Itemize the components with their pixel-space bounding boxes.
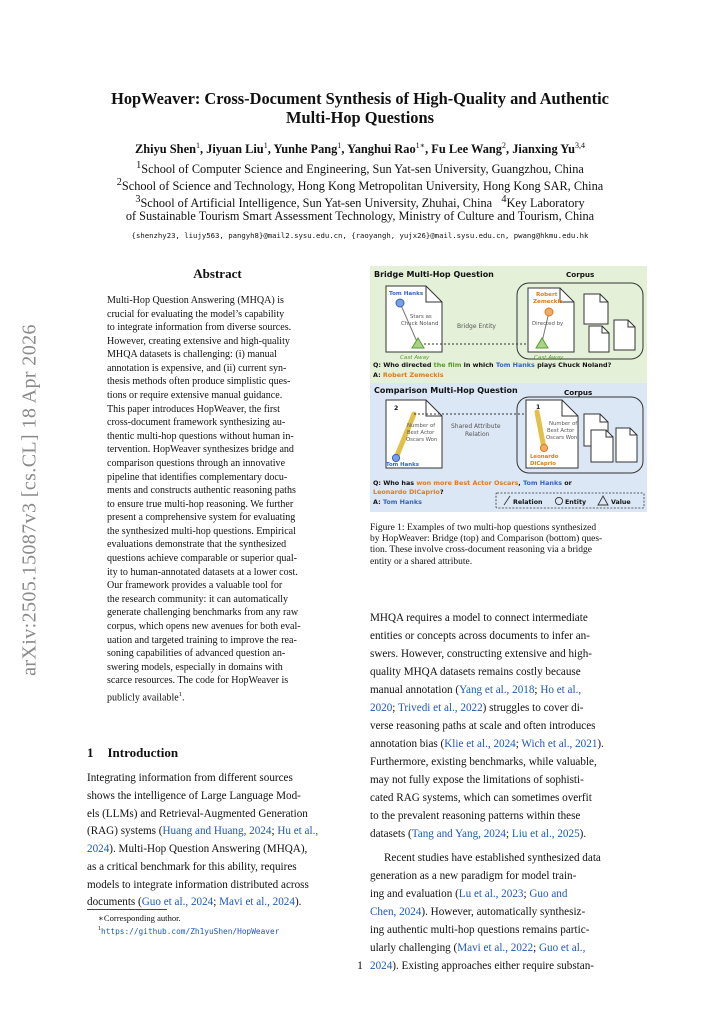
text-span: ). [597, 738, 604, 750]
comparison-question-line-2 [373, 488, 444, 496]
bridge-question [373, 361, 612, 369]
citation-link[interactable]: Klie et al., 2024 [444, 738, 516, 750]
abstract-line: the synthesized multi-hop questions. Empirical [107, 525, 296, 537]
text-span: shows the intelligence of Large Language Mod- [87, 789, 301, 802]
title-line-2: Multi-Hop Questions [286, 108, 434, 127]
entity-circle-tom-hanks [396, 299, 404, 307]
question-text: ? [439, 488, 444, 496]
paragraph-line [370, 868, 576, 886]
text-span: ularly challenging ( [370, 942, 458, 954]
abstract-line: This paper introduces HopWeaver, the first [107, 403, 280, 415]
comparison-doc1-attribute: Number of Best Actor Oscars Won [406, 423, 438, 443]
text-span: may not fully expose the limitations of sophisti- [370, 774, 584, 786]
author-affiliation-mark: 3,4 [574, 141, 585, 150]
paragraph-line [370, 664, 581, 682]
citation-link[interactable]: 2020 [370, 702, 393, 714]
text-span: ; [392, 702, 398, 714]
abstract-line: scarce resources. The code for HopWeaver is [107, 675, 289, 687]
abstract-line: However, creating extensive and high-quality [107, 335, 290, 347]
abstract-heading: Abstract [193, 266, 242, 281]
citation-link[interactable]: Lu et al., 2023 [458, 888, 524, 900]
text-span: (RAG) systems ( [87, 825, 163, 838]
affiliation-text: Key Laboratory [506, 196, 585, 211]
paragraph-line [370, 610, 588, 628]
paragraph-line [370, 940, 585, 958]
text-span: ; [515, 738, 522, 750]
abstract-line: MHQA datasets is challenging: (i) manual [107, 349, 277, 361]
author-name: Jianxing Yu [512, 142, 575, 157]
title-line-1: HopWeaver: Cross-Document Synthesis of High-Quality and Authentic [111, 89, 609, 108]
abstract-line: present a comprehensive system for evaluating [107, 512, 296, 524]
shared-attribute-label: Shared Attribute Relation [451, 423, 501, 438]
question-text: plays Chuck Noland? [534, 361, 612, 369]
comparison-doc2-entity: Leonardo DiCaprio [530, 454, 559, 467]
abstract-line: Our framework provides a valuable tool for [107, 580, 283, 592]
question-text: , [518, 479, 523, 487]
abstract-line: publicly available$^1$. [107, 690, 185, 704]
affiliation-text: School of Computer Science and Engineering, Sun Yat-sen University, Guangzhou, China [141, 162, 584, 177]
abstract-line: pipeline that identifies complementary docu- [107, 471, 288, 483]
abstract-line: corpus, which opens new avenues for both eval- [107, 620, 301, 632]
citation-link[interactable]: Hu et al., [277, 825, 319, 838]
introduction-line [87, 877, 309, 895]
legend-relation: Relation [513, 499, 543, 506]
abstract-line: annotation is expensive, and (ii) current syn- [107, 362, 287, 374]
text-span: ). [294, 896, 302, 909]
text-span: ). Multi-Hop Question Answering (MHQA), [109, 843, 308, 855]
text-span: quality MHQA datasets remains costly because [370, 666, 581, 678]
bridge-doc2-value: Cast Away [534, 355, 564, 361]
section-number: 1 [87, 745, 94, 760]
text-span: generation as a new paradigm for model train- [370, 870, 577, 882]
author-name: Yunhe Pang [273, 142, 338, 157]
highlighted-term: Tom Hanks [495, 361, 535, 369]
footnote-rule [87, 909, 167, 910]
text-span: annotation bias ( [370, 738, 445, 750]
highlighted-term: the film [433, 361, 462, 369]
arxiv-identifier-text: arXiv:2505.15087v3 [cs.CL] 18 Apr 2026 [18, 324, 41, 676]
introduction-line [87, 859, 297, 877]
legend-entity: Entity [565, 499, 587, 506]
introduction-line [87, 770, 293, 788]
text-span: ; [533, 942, 539, 954]
paragraph-line [370, 886, 567, 904]
highlighted-term: won more Best Actor Oscars [416, 479, 519, 487]
abstract-line: swering models, especially in domains with [107, 661, 283, 673]
question-text: Q: Who directed [373, 361, 434, 369]
abstract-line: ments and constructs authentic reasoning paths [107, 485, 296, 497]
bridge-entity-label: Bridge Entity [457, 323, 496, 330]
citation-link[interactable]: Guo and [529, 888, 568, 900]
citation-link[interactable]: Mavi et al., 2022 [457, 942, 534, 954]
paragraph-line [370, 772, 584, 790]
introduction-line [87, 788, 301, 806]
text-span: ; [271, 825, 278, 838]
citation-link[interactable]: Tang and Yang, 2024 [411, 828, 506, 840]
text-span: datasets ( [370, 828, 412, 840]
author-name: Jiyuan Liu [206, 142, 264, 157]
highlighted-term: Tom Hanks [522, 479, 563, 487]
bridge-doc1-value: Cast Away [400, 355, 430, 361]
comparison-question-line-1 [373, 479, 573, 487]
text-span: ) struggles to cover di- [482, 702, 584, 714]
text-span: as a critical benchmark for this ability, requires [87, 860, 297, 873]
entity-circle-tom-hanks-2 [392, 454, 399, 461]
abstract-line: Multi-Hop Question Answering (MHQA) is [107, 295, 284, 306]
text-span: models to integrate information distributed across [87, 878, 309, 891]
figure-1-diagram [370, 266, 647, 512]
abstract-line: to integrate information from diverse sources. [107, 322, 292, 334]
affiliation-text: School of Artificial Intelligence, Sun Yat-sen University, Zhuhai, China [140, 196, 493, 211]
text-span: to the prevalent reasoning patterns within these [370, 810, 581, 822]
affiliation-4 [40, 209, 680, 224]
comparison-doc2-attribute: Number of Best Actor Oscars Won [546, 421, 578, 441]
bridge-corpus-label: Corpus [566, 270, 595, 279]
author-name: Zhiyu Shen [135, 142, 196, 157]
paragraph-line [370, 628, 590, 646]
text-span: verse reasoning paths at scale and often introduces [370, 720, 596, 732]
footnote-url [98, 926, 279, 936]
abstract-line: the research community: it can automatically [107, 593, 289, 605]
bridge-doc2-relation: Directed by [532, 321, 564, 327]
text-span: ). [579, 828, 587, 840]
abstract-line: generate challenging benchmarks from any raw [107, 607, 299, 619]
corpus-doc-icon [584, 294, 608, 324]
text-span: ; [523, 888, 530, 900]
question-text: Q: Who has [373, 479, 417, 487]
citation-link[interactable]: Liu et al., 2025 [511, 828, 580, 840]
paragraph-line [370, 754, 597, 772]
text-span: ing authentic multi-hop questions remains partic- [370, 924, 590, 936]
section-title: Introduction [107, 745, 179, 760]
paragraph-line [370, 736, 604, 754]
text-span: documents ( [87, 896, 142, 909]
abstract-line: evaluations demonstrate that the synthesized [107, 539, 287, 551]
paragraph-line [370, 904, 585, 922]
comparison-doc1-entity: Tom Hanks [386, 462, 419, 468]
text-span: ). Existing approaches either require substan- [392, 960, 594, 972]
corpus-doc-icon [616, 428, 637, 462]
abstract-line: questions achieve comparable or superior qual- [107, 553, 297, 565]
caption-line: Figure 1: Examples of two multi-hop questions synthesized [370, 523, 597, 533]
text-span: ). However, automatically synthesiz- [421, 906, 586, 918]
introduction-line [87, 841, 307, 859]
citation-link[interactable]: Guo et al., 2024 [141, 896, 214, 909]
comparison-corpus-label: Corpus [564, 388, 593, 397]
paragraph-line [370, 922, 589, 940]
affiliation-mark: 4 [501, 194, 507, 205]
author-affiliation-mark: 1∗ [415, 141, 426, 150]
paper-title [60, 89, 660, 127]
comparison-doc2-number: 1 [536, 404, 541, 411]
affiliation-mark: 2 [116, 177, 122, 188]
footnote-mark: 1 [98, 926, 101, 933]
affiliation-text: of Sustainable Tourism Smart Assessment Technology, Ministry of Culture and Tourism, China [125, 209, 595, 223]
corpus-doc-icon [591, 430, 613, 462]
citation-link[interactable]: 2024 [87, 843, 110, 855]
paragraph-line [370, 682, 581, 700]
caption-line: by HopWeaver: Bridge (top) and Comparison (bottom) ques- [370, 534, 603, 545]
question-text: or [562, 479, 572, 487]
paragraph-line [370, 808, 580, 826]
code-link[interactable]: https://github.com/Zh1yuShen/HopWeaver [101, 927, 280, 936]
paragraph-line [370, 700, 584, 718]
abstract-line: cross-document framework synthesizing au- [107, 417, 286, 429]
citation-link[interactable]: Ho et al., [540, 684, 582, 696]
author-affiliation-mark: 1 [263, 141, 268, 150]
comparison-title: Comparison Multi-Hop Question [374, 386, 518, 395]
paragraph-line [370, 958, 594, 976]
text-span: els (LLMs) and Retrieval-Augmented Generation [87, 807, 308, 820]
citation-link[interactable]: Yang et al., 2018 [459, 684, 535, 696]
affiliation-text: School of Science and Technology, Hong Kong Metropolitan University, Hong Kong SAR, China [121, 179, 604, 194]
footnote-mark: 1 [178, 690, 182, 698]
abstract-line: uation and targeted training to improve the rea- [107, 634, 297, 646]
author-affiliation-mark: 2 [501, 141, 506, 150]
abstract-line: tervention. HopWeaver synthesizes bridge and [107, 444, 294, 456]
text-span: ing and evaluation ( [370, 888, 459, 900]
text-span: MHQA requires a model to connect intermediate [370, 612, 588, 624]
affiliation-mark: 1 [136, 160, 142, 171]
abstract-line: thentic multi-hop questions without human in- [107, 430, 294, 442]
corpus-doc-icon [589, 326, 609, 352]
introduction-line [87, 823, 318, 841]
author-list: Zhiyu Shen$^1$, Jiyuan Liu$^1$, Yunhe Pang$^1$, Yanghui Rao$^{1∗}$, Fu Lee Wang$^2$, Jianxing Yu$^{3,4}$ [135, 141, 585, 157]
text-span: swers. However, constructing extensive and high- [370, 648, 592, 660]
text-span: Recent studies have established synthesized data [384, 852, 601, 864]
text-span: Integrating information from different sources [87, 772, 293, 784]
arxiv-identifier [8, 290, 52, 710]
citation-link[interactable]: Huang and Huang, 2024 [162, 825, 272, 838]
citation-link[interactable]: Mavi et al., 2024 [219, 896, 295, 909]
comparison-answer: A: Tom Hanks [373, 498, 422, 506]
abstract-line: thesis methods often produce simplistic ques- [107, 376, 291, 388]
bridge-answer: A: Robert Zemeckis [373, 371, 444, 379]
text-span: Furthermore, existing benchmarks, while valuable, [370, 756, 597, 768]
text-span: entities or concepts across documents to infer an- [370, 630, 590, 642]
legend-value: Value [611, 499, 631, 506]
bridge-doc1-entity: Tom Hanks [389, 291, 424, 297]
author-name: Fu Lee Wang [431, 142, 502, 157]
paragraph-line [370, 646, 592, 664]
text-span: manual annotation ( [370, 684, 460, 696]
bridge-doc1-relation: Stars as Chuck Noland [401, 314, 439, 327]
section-heading-introduction [87, 745, 178, 761]
abstract-line: crucial for evaluating the model’s capability [107, 308, 285, 320]
paragraph-line [370, 718, 596, 736]
comparison-doc1-number: 2 [394, 405, 399, 412]
introduction-line [87, 806, 308, 824]
highlighted-term: Leonardo DiCaprio [373, 488, 440, 496]
abstract-line: ity to human-annotated datasets at a lower cost. [107, 566, 298, 578]
author-affiliation-mark: 1 [337, 141, 342, 150]
citation-link[interactable]: Chen, 2024 [370, 906, 422, 918]
affiliation-mark: 3 [135, 194, 141, 205]
entity-circle-robert-zemeckis [545, 308, 553, 316]
citation-link[interactable]: Wich et al., 2021 [521, 738, 598, 750]
bridge-doc2-entity: Robert Zemeckis [533, 292, 563, 305]
author-emails: {shenzhy23, liujy563, pangyh8}@mail2.sysu.edu.cn, {raoyangh, yujx26}@mail.sysu.edu.cn, pwang@hkmu.edu.hk [131, 231, 589, 240]
paragraph-line [370, 790, 592, 808]
text-span: ; [534, 684, 541, 696]
author-name: Yanghui Rao [347, 142, 416, 157]
footnote-corresponding: ∗Corresponding author. [98, 913, 181, 923]
abstract-line: comparison questions through an innovative [107, 457, 286, 469]
citation-link[interactable]: 2024 [370, 960, 393, 972]
abstract-line: to ensure true multi-hop reasoning. We further [107, 498, 294, 510]
entity-circle-leonardo-dicaprio [540, 444, 547, 451]
caption-line: tion. These involve cross-document reasoning via a bridge [370, 545, 592, 556]
paragraph-line [384, 850, 601, 868]
paragraph-line [370, 826, 586, 844]
figure-1 [370, 266, 647, 512]
caption-line: entity or a shared attribute. [370, 556, 473, 567]
corpus-doc-icon [614, 320, 635, 350]
abstract-line: soning capabilities of advanced question an- [107, 648, 286, 660]
page-number: 1 [357, 958, 363, 972]
abstract-line: tions or require extensive manual guidance. [107, 390, 283, 402]
bridge-title: Bridge Multi-Hop Question [374, 270, 494, 279]
text-span: ; [213, 896, 220, 909]
question-text: in which [461, 361, 496, 369]
author-affiliation-mark: 1 [195, 141, 200, 150]
text-span: ; [506, 828, 512, 840]
citation-link[interactable]: Trivedi et al., 2022 [397, 702, 483, 714]
citation-link[interactable]: Guo et al., [538, 942, 586, 954]
text-span: cated RAG systems, which can sometimes overfit [370, 792, 592, 804]
